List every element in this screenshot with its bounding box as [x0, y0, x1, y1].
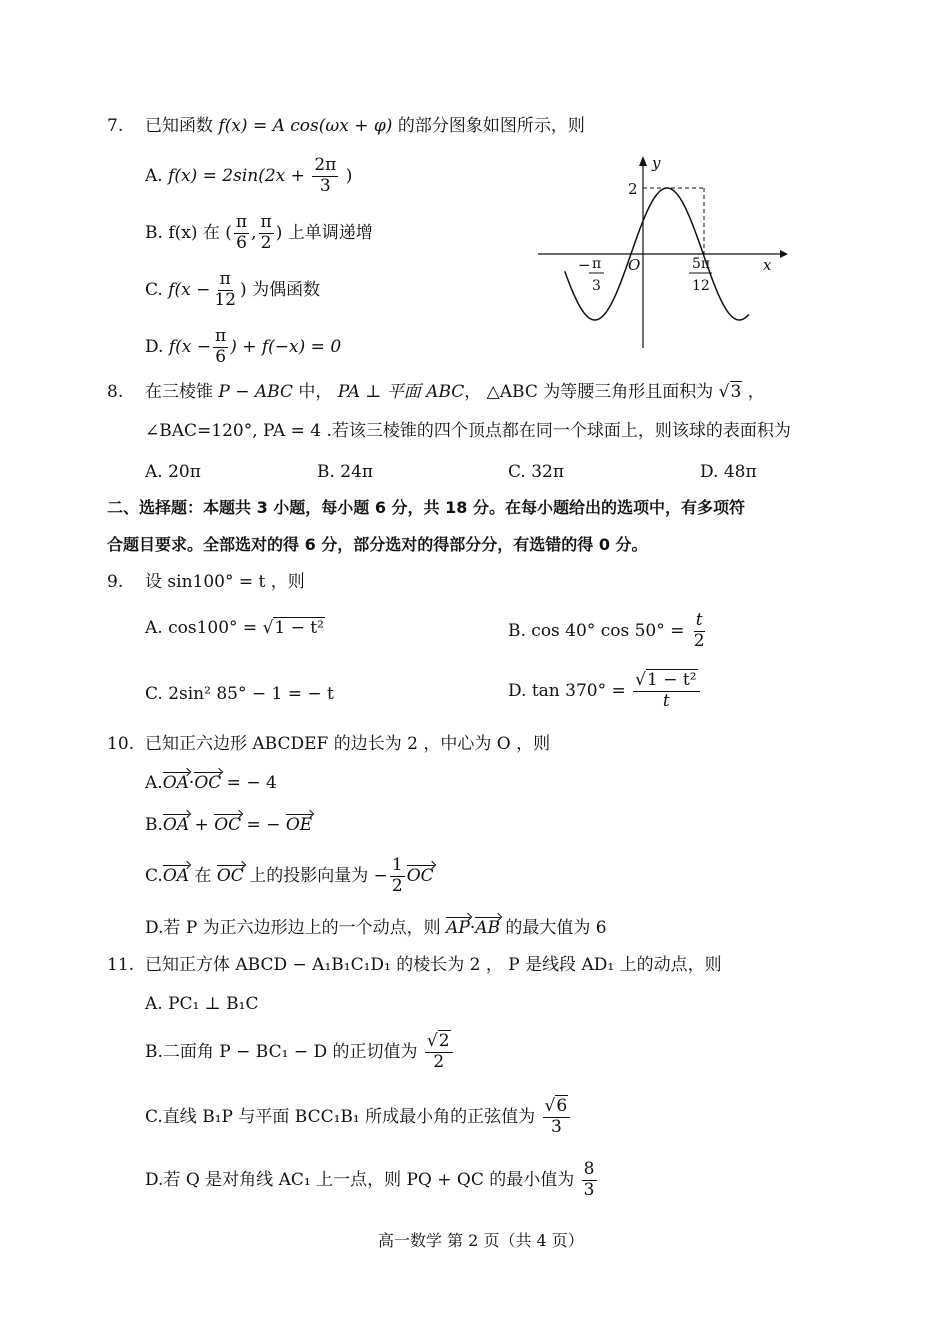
- q8-line-2: ∠BAC=120°, PA = 4 .若该三棱锥的四个顶点都在同一个球面上，则该球的表面积为: [145, 421, 791, 441]
- x-tick-1-den: 3: [592, 278, 601, 294]
- x-label: x: [763, 256, 772, 274]
- q7-d-fraction: $\frac{\pi}{6}$: [215, 326, 227, 367]
- q10-option-a: A.OA·OC = − 4: [145, 773, 277, 793]
- q7-a-fraction: $\frac{2\pi}{3}$: [314, 155, 337, 196]
- q7-stem: [145, 118, 585, 135]
- q8-number: 8.: [107, 382, 124, 402]
- q7-stem-post: 的部分图象如图所示，则: [397, 116, 585, 136]
- q11-stem: 已知正方体 ABCD − A₁B₁C₁D₁ 的棱长为 2 ， P 是线段 AD₁ 上的动点，则: [145, 955, 722, 975]
- q10-stem: 已知正六边形 ABCDEF 的边长为 2 ，中心为 O ，则: [145, 734, 551, 754]
- y-tick-2: 2: [628, 180, 638, 198]
- q8-line-1: 在三棱锥 P − ABC 中， PA ⊥ 平面 ABC， △ABC 为等腰三角形且面积为 √3 ，: [145, 382, 765, 402]
- q9-a-sqrt: √1 − t²: [262, 618, 324, 638]
- x-tick-1-num: π: [592, 256, 602, 272]
- q9-option-d: D. tan 370° = $\frac{\text{√1 − t²}}{t}$: [508, 672, 702, 711]
- q8-option-d: D. 48π: [700, 462, 757, 482]
- q9-stem: 设 sin100° = t ，则: [145, 572, 305, 592]
- q7-formula: f(x) = A cos(ωx + φ): [218, 116, 393, 136]
- q7-d-label: D.: [145, 336, 164, 357]
- x-tick-2-num: 5π: [692, 256, 711, 272]
- q11-option-b: B.二面角 P − BC₁ − D 的正切值为 $\frac{√2}{2}$: [145, 1033, 455, 1072]
- x-tick-1-sign: −: [578, 256, 591, 274]
- q7-option-a: [145, 157, 352, 196]
- origin-label: O: [628, 256, 641, 274]
- q11-option-d: D.若 Q 是对角线 AC₁ 上一点，则 PQ + QC 的最小值为 $\frac{8}{3}$: [145, 1159, 595, 1200]
- q7-option-c: [145, 271, 320, 310]
- q9-option-a: A. cos100° = √1 − t²: [145, 618, 324, 638]
- q11-b-fraction: $\frac{√2}{2}$: [425, 1033, 453, 1072]
- q8-option-b: B. 24π: [317, 462, 374, 482]
- q11-number: 11.: [107, 955, 135, 975]
- q7-b-fraction-2: $\frac{\pi}{2}$: [260, 212, 272, 253]
- q7-b-comma: ,: [251, 222, 257, 243]
- q10-option-c: C.OA 在 OC 上的投影向量为 − $\frac{1}{2}$ OC: [145, 855, 434, 896]
- q10-number: 10.: [107, 734, 135, 754]
- q8-option-a: A. 20π: [145, 462, 201, 482]
- q7-d-pre: f(x −: [168, 336, 212, 357]
- q7-d-post: ) + f(−x) = 0: [230, 336, 342, 357]
- q7-b-pre: f(x) 在 (: [168, 222, 232, 243]
- q11-option-c: C.直线 B₁P 与平面 BCC₁B₁ 所成最小角的正弦值为 $\frac{√6}{3}$: [145, 1098, 572, 1137]
- q9-number: 9.: [107, 572, 124, 592]
- q7-c-pre: f(x −: [168, 279, 211, 300]
- q9-option-b: B. cos 40° cos 50° = $\frac{t}{2}$: [508, 610, 705, 651]
- q7-cosine-graph: [530, 150, 790, 350]
- q7-b-fraction-1: $\frac{\pi}{6}$: [235, 212, 248, 253]
- q8-sqrt3: √3: [718, 382, 742, 402]
- q11-option-a: A. PC₁ ⊥ B₁C: [145, 994, 259, 1014]
- q7-b-label: B.: [145, 222, 163, 243]
- q8-option-c: C. 32π: [508, 462, 565, 482]
- q7-a-label: A.: [145, 165, 163, 186]
- q7-option-d: [145, 328, 341, 367]
- q7-a-pre: f(x) = 2sin(2x +: [168, 165, 305, 186]
- section-2-heading-line-1: 二、选择题：本题共 3 小题，每小题 6 分，共 18 分。在每小题给出的选项中，有多项符: [107, 498, 745, 517]
- q10-option-b: B.OA + OC = − OE: [145, 815, 313, 835]
- y-axis-arrow: [639, 156, 647, 166]
- q10-c-fraction: $\frac{1}{2}$: [391, 855, 403, 896]
- q10-option-d: D.若 P 为正六边形边上的一个动点，则 AP·AB 的最大值为 6: [145, 918, 607, 938]
- q7-b-post: ) 上单调递增: [275, 222, 373, 243]
- q7-c-post: ) 为偶函数: [240, 279, 321, 300]
- x-tick-2-den: 12: [692, 278, 710, 294]
- q7-number: 7.: [107, 116, 124, 136]
- q7-c-fraction: $\frac{\pi}{12}$: [214, 269, 237, 310]
- q9-d-fraction: $\frac{\text{√1 − t²}}{t}$: [633, 672, 699, 711]
- q7-c-label: C.: [145, 279, 163, 300]
- y-label: y: [652, 154, 661, 172]
- q9-b-fraction: $\frac{t}{2}$: [693, 610, 705, 651]
- section-2-heading-line-2: 合题目要求。全部选对的得 6 分，部分选对的得部分分，有选错的得 0 分。: [107, 535, 648, 554]
- q7-option-b: [145, 214, 373, 253]
- q9-option-c: C. 2sin² 85° − 1 = − t: [145, 684, 334, 704]
- q7-a-post: ): [345, 165, 353, 186]
- q11-d-fraction: $\frac{8}{3}$: [583, 1159, 595, 1200]
- q11-c-fraction: $\frac{√6}{3}$: [543, 1098, 571, 1137]
- x-axis-arrow: [780, 250, 788, 258]
- q7-stem-pre: 已知函数: [145, 116, 213, 136]
- page-footer: 高一数学 第 2 页（共 4 页）: [378, 1231, 584, 1250]
